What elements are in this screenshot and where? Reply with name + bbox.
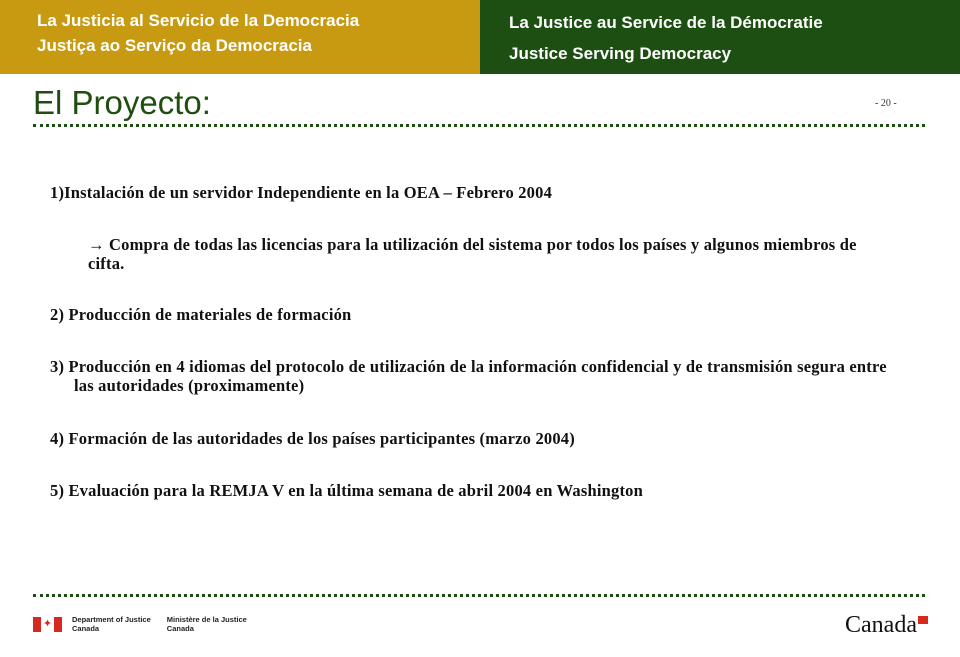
slide-title: El Proyecto: [33,84,211,121]
canada-wordmark-text: Canada [845,612,917,638]
page-number: - 20 - [875,98,897,109]
mini-flag-icon [918,616,928,624]
header-left-line-2: Justiça ao Serviço da Democracia [37,36,312,55]
department-en-line-2: Canada [72,624,100,633]
department-en-line-1: Department of Justice [72,615,151,624]
canada-wordmark [845,612,928,639]
department-fr-line-2: Canada [166,624,194,633]
header-banner-left [0,0,480,74]
department-fr-line-1: Ministère de la Justice [166,615,247,624]
item-4: 4) Formación de las autoridades de los países participantes (marzo 2004) [50,429,575,448]
item-2: 2) Producción de materiales de formación [50,305,352,324]
item-1-sub: → Compra de todas las licencias para la utilización del sistema por todos los países y algunos miembros de cifta. [88,235,857,273]
header-banner-right [480,0,960,74]
canada-flag-icon: ✦ [33,617,62,632]
item-1: 1)Instalación de un servidor Independiente en la OEA – Febrero 2004 [50,183,553,202]
government-signature [33,615,247,633]
bottom-divider [33,594,925,597]
header-left-line-1: La Justicia al Servicio de la Democracia [37,11,360,30]
header-right-line-1: La Justice au Service de la Démocratie [509,13,823,32]
item-5: 5) Evaluación para la REMJA V en la última semana de abril 2004 en Washington [50,481,643,500]
header-right-line-2: Justice Serving Democracy [509,44,732,63]
department-fr [167,615,247,633]
department-en [72,615,151,633]
top-divider [33,124,925,127]
item-3: 3) Producción en 4 idiomas del protocolo de utilización de la información confidencial y de transmisión segura entre las autoridades (proximamente) [50,357,887,395]
